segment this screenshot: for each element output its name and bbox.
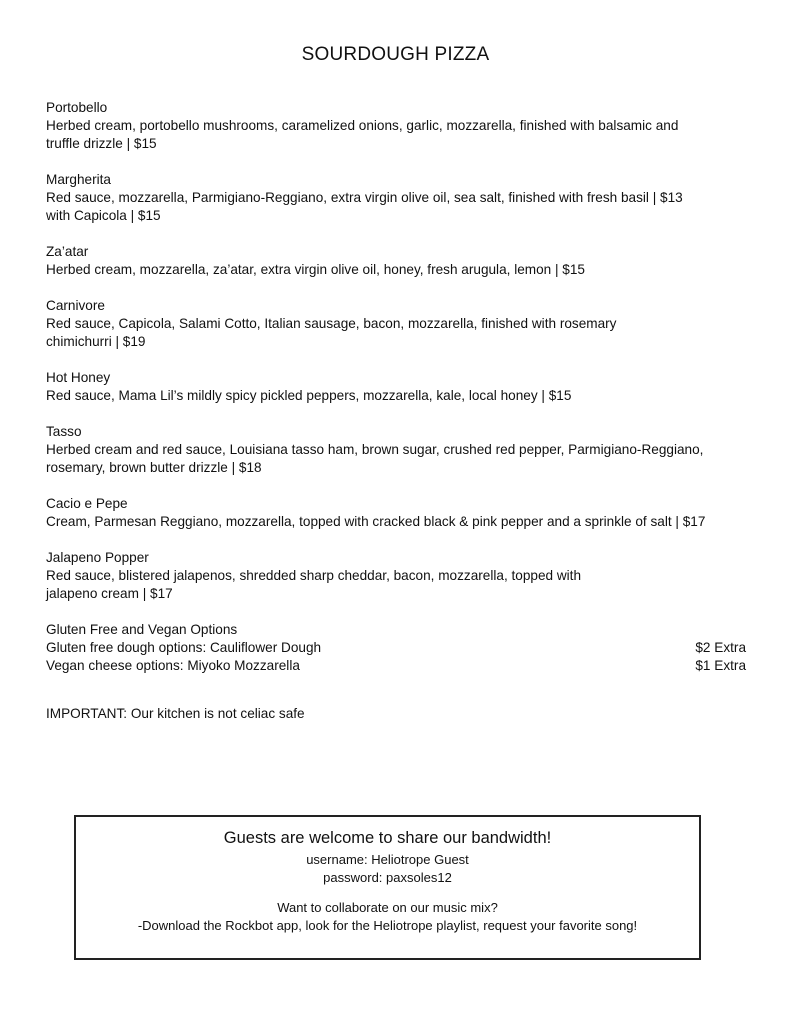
celiac-warning: IMPORTANT: Our kitchen is not celiac safe — [46, 706, 305, 721]
item-description: Cream, Parmesan Reggiano, mozzarella, topped with cracked black & pink pepper and a sprinkle of salt | $17 — [46, 514, 706, 529]
wifi-info-box — [74, 815, 701, 960]
option-row — [46, 657, 746, 675]
option-price: $1 Extra — [695, 658, 746, 673]
menu-item — [46, 423, 746, 477]
option-label: Gluten free dough options: Cauliflower Dough — [46, 640, 322, 655]
item-name: Cacio e Pepe — [46, 496, 128, 511]
menu-item — [46, 369, 746, 405]
item-description: Red sauce, blistered jalapenos, shredded sharp cheddar, bacon, mozzarella, topped with — [46, 568, 582, 583]
dietary-options — [46, 621, 746, 675]
item-description: Herbed cream and red sauce, Louisiana tasso ham, brown sugar, crushed red pepper, Parmigiano-Reggiano, — [46, 442, 704, 457]
item-name: Carnivore — [46, 298, 105, 313]
item-name: Portobello — [46, 100, 108, 115]
item-description: Herbed cream, portobello mushrooms, caramelized onions, garlic, mozzarella, finished with balsamic and — [46, 118, 679, 133]
item-description: Herbed cream, mozzarella, za’atar, extra virgin olive oil, honey, fresh arugula, lemon | $15 — [46, 262, 585, 277]
pizza-menu — [46, 99, 746, 723]
wifi-username: username: Heliotrope Guest — [306, 852, 469, 867]
menu-title: SOURDOUGH PIZZA — [301, 44, 490, 65]
menu-item — [46, 243, 746, 279]
menu-item — [46, 99, 746, 153]
options-heading: Gluten Free and Vegan Options — [46, 622, 238, 637]
item-description: jalapeno cream | $17 — [46, 586, 173, 601]
item-name: Margherita — [46, 172, 111, 187]
menu-item — [46, 171, 746, 225]
item-description: Red sauce, mozzarella, Parmigiano-Reggiano, extra virgin olive oil, sea salt, finished with fresh basil | $13 — [46, 190, 683, 205]
item-name: Za’atar — [46, 244, 89, 259]
item-name: Hot Honey — [46, 370, 111, 385]
item-description: Red sauce, Capicola, Salami Cotto, Italian sausage, bacon, mozzarella, finished with rosemary — [46, 316, 617, 331]
item-description: with Capicola | $15 — [46, 208, 161, 223]
menu-item — [46, 495, 746, 531]
item-description: chimichurri | $19 — [46, 334, 146, 349]
option-price: $2 Extra — [695, 640, 746, 655]
option-label: Vegan cheese options: Miyoko Mozzarella — [46, 658, 300, 673]
option-row — [46, 639, 746, 657]
wifi-password: password: paxsoles12 — [323, 870, 452, 885]
menu-item — [46, 549, 746, 603]
item-name: Jalapeno Popper — [46, 550, 149, 565]
item-description: Red sauce, Mama Lil’s mildly spicy pickled peppers, mozzarella, kale, local honey | $15 — [46, 388, 572, 403]
rockbot-instructions: -Download the Rockbot app, look for the Heliotrope playlist, request your favorite song! — [137, 918, 638, 933]
wifi-heading: Guests are welcome to share our bandwidth! — [223, 829, 552, 847]
music-collab-text: Want to collaborate on our music mix? — [277, 900, 498, 915]
item-description: rosemary, brown butter drizzle | $18 — [46, 460, 262, 475]
menu-item — [46, 297, 746, 351]
item-description: truffle drizzle | $15 — [46, 136, 157, 151]
item-name: Tasso — [46, 424, 82, 439]
